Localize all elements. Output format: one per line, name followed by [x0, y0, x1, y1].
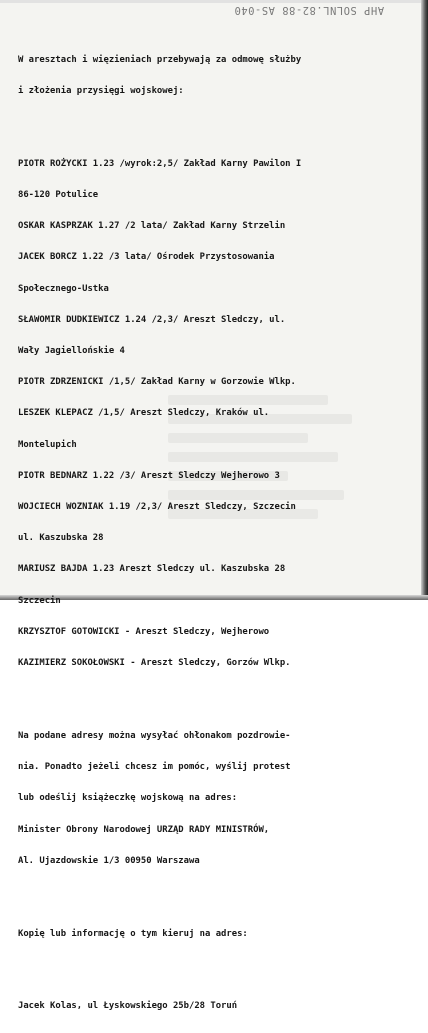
prisoner-line: KRZYSZTOF GOTOWICKI - Areszt Sledczy, Wejherowo: [18, 626, 270, 637]
heading-line: W aresztach i więzieniach przebywają za odmowę służby: [18, 54, 302, 65]
prisoner-line: 86-120 Potulice: [18, 190, 99, 201]
prisoner-line: Społecznego-Ustka: [18, 283, 109, 294]
prisoner-line: ul. Kaszubska 28: [18, 533, 104, 544]
prisoner-line: Wały Jagiellońskie 4: [18, 346, 125, 357]
scan-edge-top: [0, 0, 428, 3]
prisoner-line: OSKAR KASPRZAK 1.27 /2 lata/ Zakład Karny Strzelin: [18, 221, 286, 232]
document-text: [18, 34, 423, 1033]
heading-line: i złożenia przysięgi wojskowej:: [18, 86, 184, 97]
prisoner-line: KAZIMIERZ SOKOŁOWSKI - Areszt Sledczy, Gorzów Wlkp.: [18, 658, 291, 669]
prisoner-line: PIOTR BEDNARZ 1.22 /3/ Areszt Sledczy Wejherowo 3: [18, 470, 280, 481]
contact-address: Jacek Kolas, ul Łyskowskiego 25b/28 Toruń: [18, 1001, 238, 1012]
prisoner-line: Szczecin: [18, 595, 61, 606]
spacer: [18, 960, 423, 970]
appeal-line: Na podane adresy można wysyłać ohłonakom pozdrowie-: [18, 730, 291, 741]
prisoner-line: WOJCIECH WOZNIAK 1.19 /2,3/ Areszt Sledczy, Szczecin: [18, 502, 296, 513]
spacer: [18, 117, 423, 127]
appeal-line: Al. Ujazdowskie 1/3 00950 Warszawa: [18, 855, 200, 866]
appeal-line: nia. Ponadto jeżeli chcesz im pomóc, wyślij protest: [18, 762, 291, 773]
appeal-line: lub odeślij książeczkę wojskową na adres:: [18, 793, 238, 804]
spacer: [18, 887, 423, 897]
appeal-line: Minister Obrony Narodowej URZĄD RADY MINISTRÓW,: [18, 824, 270, 835]
prisoner-line: Montelupich: [18, 439, 77, 450]
prisoner-line: LESZEK KLEPACZ /1,5/ Areszt Sledczy, Kraków ul.: [18, 408, 270, 419]
archive-stamp: AHP SOLNL.82-88 AS-040: [233, 4, 384, 16]
prisoner-line: JACEK BORCZ 1.22 /3 lata/ Ośrodek Przystosowania: [18, 252, 275, 263]
spacer: [18, 689, 423, 699]
prisoner-line: SŁAWOMIR DUDKIEWICZ 1.24 /2,3/ Areszt Sledczy, ul.: [18, 314, 286, 325]
prisoner-line: MARIUSZ BAJDA 1.23 Areszt Sledczy ul. Kaszubska 28: [18, 564, 286, 575]
copy-note: Kopię lub informację o tym kieruj na adres:: [18, 928, 248, 939]
prisoner-line: PIOTR ROŻYCKI 1.23 /wyrok:2,5/ Zakład Karny Pawilon I: [18, 158, 302, 169]
prisoner-line: PIOTR ZDRZENICKI /1,5/ Zakład Karny w Gorzowie Wlkp.: [18, 377, 296, 388]
